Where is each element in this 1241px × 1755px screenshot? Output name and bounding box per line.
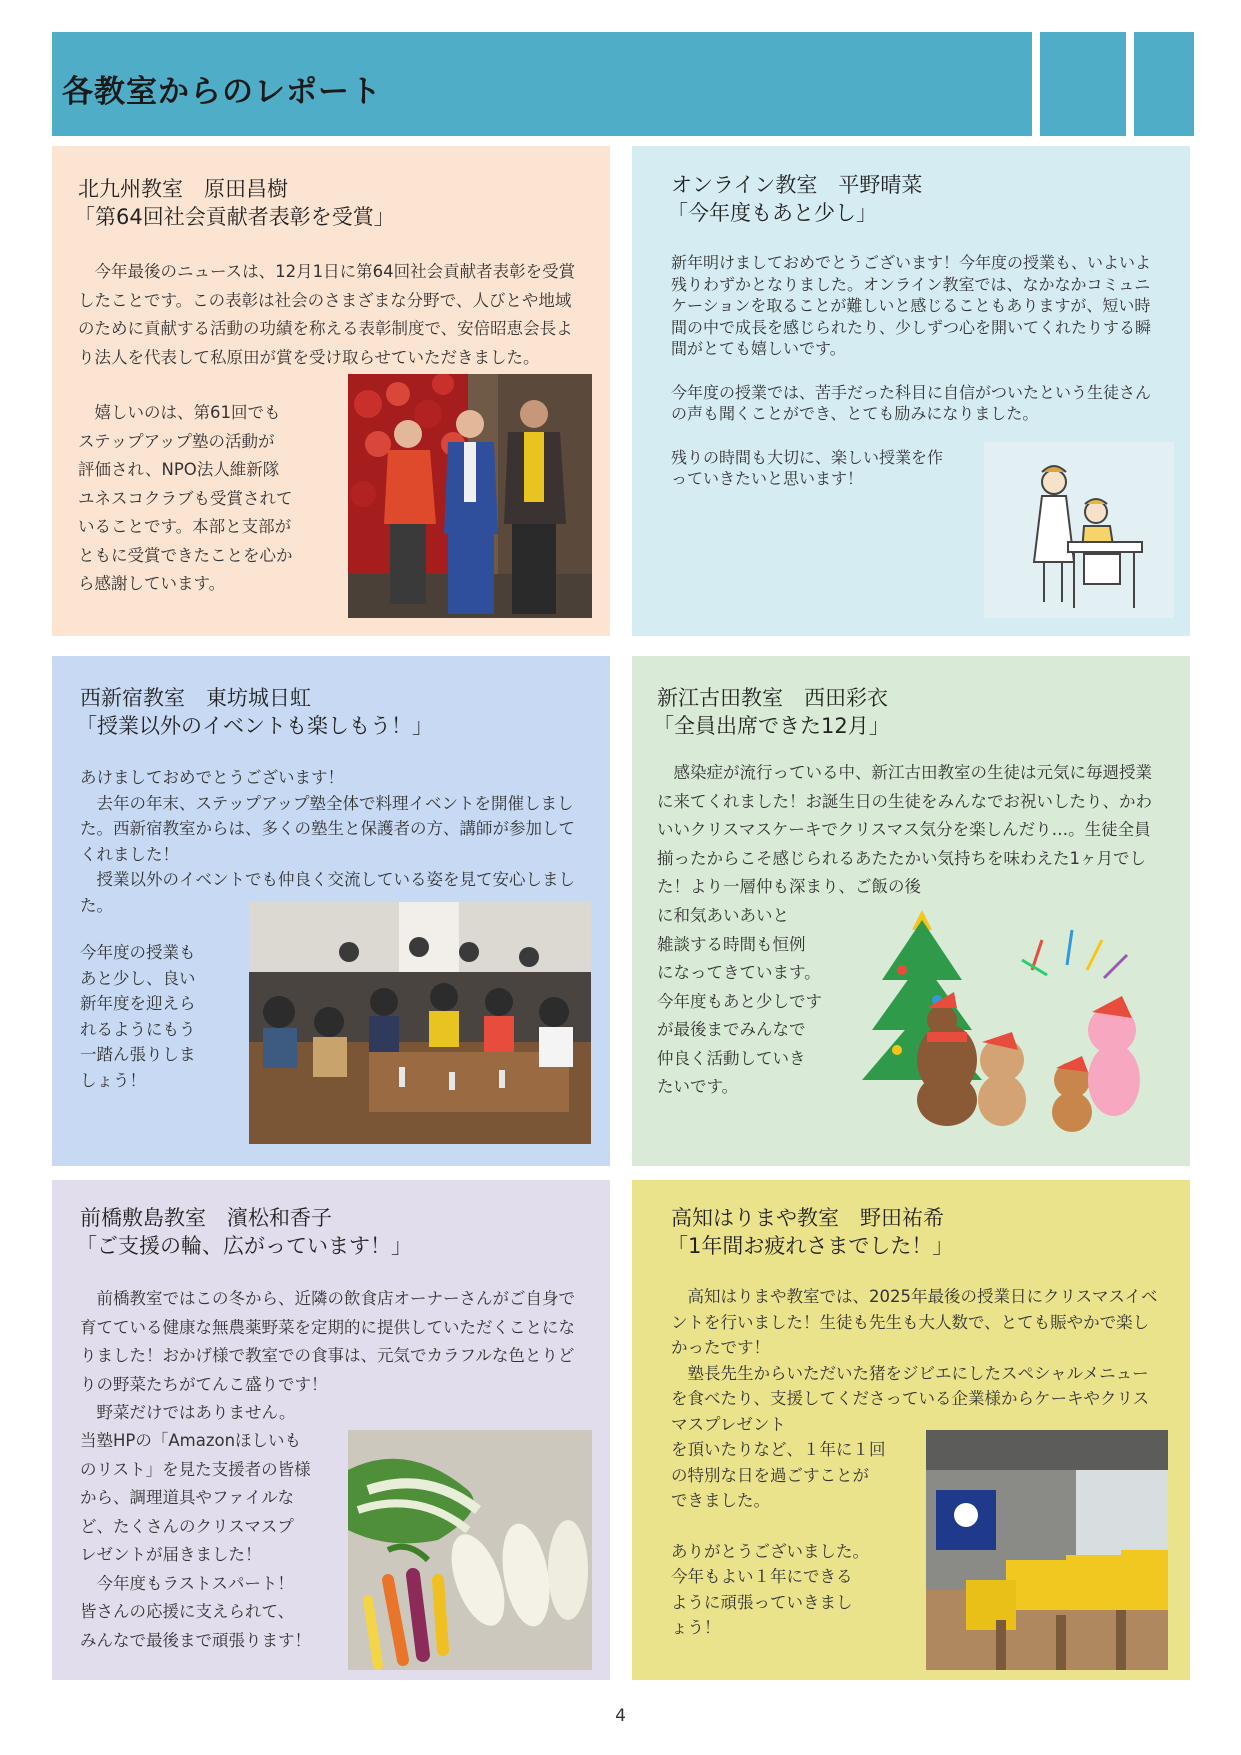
line: 今年度もあと少しです [657, 991, 822, 1011]
header-decor-block-2 [1040, 32, 1126, 136]
line: 皆さんの応援に支えられて、 [80, 1602, 295, 1621]
paragraph: あけましておめでとうございます！ [80, 768, 344, 787]
teacher-student-illustration [984, 442, 1174, 618]
body-text [657, 759, 1167, 902]
line: れるようにもう [80, 1019, 196, 1039]
line: 新年度を迎えら [80, 994, 196, 1013]
line: 嬉しいのは、第61回でも [78, 403, 281, 422]
paragraph: 授業以外のイベントでも仲良く交流している姿を見て安心しました。 [80, 870, 575, 915]
line: 雑談する時間も恒例 [657, 934, 806, 954]
paragraph: 野菜だけではありません。 [80, 1403, 296, 1422]
line: を頂いたりなど、１年に１回 [671, 1440, 886, 1459]
paragraph: 今年最後のニュースは、12月1日に第64回社会貢献者表彰を受賞したことです。この表彰は社会のさまざまな分野で、人びとや地域のために貢献する活動の功績を称える表彰制度で、安倍昭恵会長より法人を代表して私原田が賞を受け取らせていただきました。 [78, 262, 576, 367]
header-decor-block-3 [1134, 32, 1194, 136]
christmas-animals-illustration [842, 900, 1158, 1136]
header-decor-block-1 [946, 32, 1032, 136]
line: 仲良く活動していき [657, 1048, 806, 1068]
panel-title: 高知はりまや教室 野田祐希 [671, 1206, 944, 1230]
line: ょう！ [671, 1618, 721, 1637]
panel-subtitle: 「1年間お疲れさまでした！」 [667, 1234, 954, 1258]
panel-title: 新江古田教室 西田彩衣 [657, 686, 888, 710]
panel-kitakyushu [52, 146, 610, 636]
panel-kochi [632, 1180, 1190, 1680]
body-text-side [80, 1427, 330, 1655]
paragraph: 高知はりまや教室では、2025年最後の授業日にクリスマスイベントを行いました！生徒も先生も大人数で、とても賑やかで楽しかったです！ [671, 1287, 1158, 1357]
line: 今年度もラストスパート！ [80, 1573, 294, 1593]
paragraph: 新年明けましておめでとうございます！今年度の授業も、いよいよ残りわずかとなりました。オンライン教室では、なかなかコミュニケーションを取ることが難しいと感じることもありますが、短い時間の中で成長を感じられたり、少しずつ心を開いてくれたりする瞬間がとても嬉しいです。 [671, 253, 1152, 358]
line: 今年度の授業も [80, 943, 196, 962]
line: に和気あいあいと [657, 906, 789, 925]
panel-shinekoda [632, 656, 1190, 1166]
line: ありがとうございました。 [671, 1541, 869, 1561]
line: 残りの時間も大切に、楽しい授業を作 [671, 447, 944, 467]
line: 今年もよい１年にできる [671, 1567, 853, 1586]
line: あと少し、良い [80, 968, 196, 988]
line: 当塾HPの「Amazonほしいも [80, 1431, 302, 1450]
line: レゼントが届きました！ [80, 1545, 262, 1564]
line: ように頑張っていきまし [671, 1592, 853, 1612]
line: たいです。 [657, 1077, 739, 1096]
panel-title: オンライン教室 平野晴菜 [671, 173, 923, 197]
paragraph: 塾長先生からいただいた猪をジビエにしたスペシャルメニューを食べたり、支援してくださっている企業様からケーキやクリスマスプレゼント [671, 1363, 1150, 1434]
panel-title: 北九州教室 原田昌樹 [78, 177, 288, 201]
body-text-side [78, 399, 318, 599]
paragraph: 去年の年末、ステップアップ塾全体で料理イベントを開催しました。西新宿教室からは、多くの塾生と保護者の方、講師が参加してくれました！ [80, 793, 575, 864]
panel-subtitle: 「ご支援の輪、広がっています！」 [76, 1234, 412, 1258]
body-text [78, 258, 584, 372]
line: ど、たくさんのクリスマスプ [80, 1516, 294, 1536]
line: の特別な日を過ごすことが [671, 1465, 869, 1485]
page-number: 4 [615, 1706, 626, 1726]
panel-subtitle: 「今年度もあと少し」 [667, 201, 877, 225]
body-text-side [80, 940, 230, 1093]
panel-subtitle: 「授業以外のイベントも楽しもう！」 [76, 714, 433, 738]
line: できました。 [671, 1491, 770, 1510]
line: から、調理道具やファイルな [80, 1488, 295, 1507]
classroom-photo [926, 1430, 1168, 1670]
line: みんなで最後まで頑張ります！ [80, 1630, 311, 1650]
panel-subtitle: 「第64回社会貢献者表彰を受賞」 [74, 205, 395, 229]
vegetables-photo [348, 1430, 592, 1670]
page-title: 各教室からのレポート [62, 74, 382, 110]
panel-online [632, 146, 1190, 636]
line: が最後までみんなで [657, 1020, 806, 1039]
line: ユネスコクラブも受賞されて [78, 488, 293, 508]
panel-title: 前橋敷島教室 濱松和香子 [80, 1206, 332, 1230]
paragraph: 今年度の授業では、苦手だった科目に自信がついたという生徒さんの声も聞くことができ、とても励みになりました。 [671, 382, 1152, 423]
paragraph: 感染症が流行っている中、新江古田教室の生徒は元気に毎週授業に来てくれました！お誕生日の生徒をみんなでお祝いしたり、かわいいクリスマスケーキでクリスマス気分を楽しんだり…。生徒全員揃ったからこそ感じられるあたたかい気持ちを味わえた1ヶ月でした！より一層仲も深まり、ご飯の後 [657, 763, 1152, 896]
line: っていきたいと思います！ [671, 469, 864, 488]
body-text [80, 765, 586, 918]
line: ら感謝しています。 [78, 574, 226, 593]
panel-title: 西新宿教室 東坊城日虹 [80, 686, 311, 710]
body-text-side [657, 902, 857, 1102]
line: 評価され、NPO法人維新隊 [78, 460, 280, 479]
line: いることです。本部と支部が [78, 517, 292, 536]
body-text-side [671, 1437, 901, 1641]
paragraph: 前橋教室ではこの冬から、近隣の飲食店オーナーさんがご自身で育てている健康な無農薬野菜を定期的に提供していただくことになりました！おかげ様で教室での食事は、元気でカラフルな色とりどりの野菜たちがてんこ盛りです！ [80, 1289, 575, 1394]
line: になってきています。 [657, 963, 821, 982]
panel-maebashi [52, 1180, 610, 1680]
body-text [80, 1285, 588, 1428]
line: ステップアップ塾の活動が [78, 431, 275, 451]
panel-subtitle: 「全員出席できた12月」 [653, 714, 890, 738]
line: しょう！ [80, 1070, 146, 1090]
award-photo [348, 374, 592, 618]
line: 一踏ん張りしま [80, 1045, 196, 1064]
panel-nishishinjuku [52, 656, 610, 1166]
body-text [671, 1284, 1165, 1437]
cooking-event-photo [249, 902, 591, 1144]
line: のリスト」を見た支援者の皆様 [80, 1459, 311, 1479]
line: ともに受賞できたことを心か [78, 545, 293, 565]
